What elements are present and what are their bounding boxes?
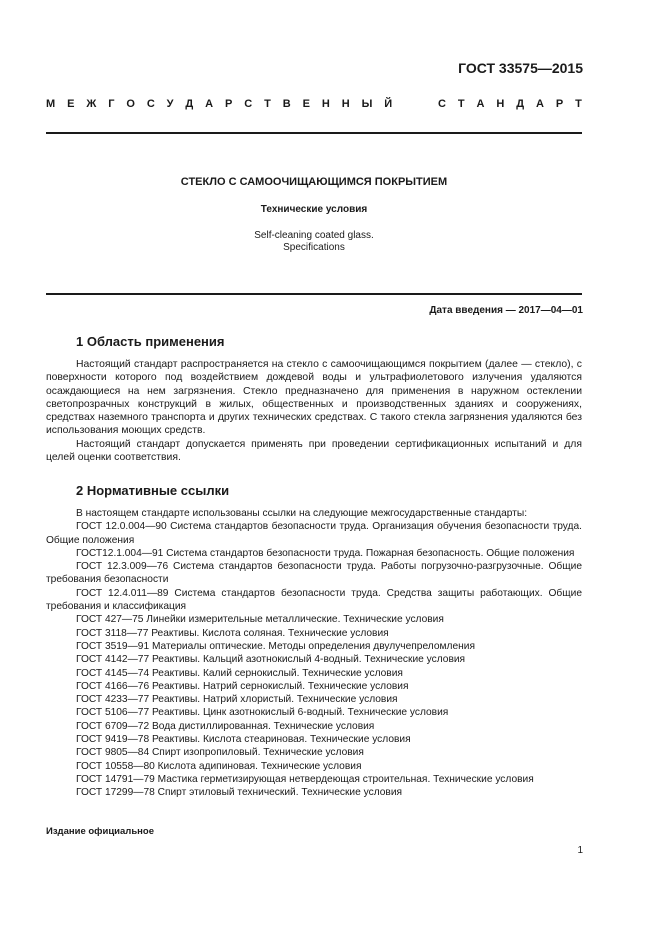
official-edition-label: Издание официальное	[46, 826, 154, 837]
reference-item: ГОСТ 9805—84 Спирт изопропиловый. Технические условия	[76, 747, 364, 759]
banner-letter: У	[166, 98, 174, 110]
section-1-paragraph-2: Настоящий стандарт допускается применять при проведении сертификационных испытаний и для целей оценки соответствия.	[46, 438, 582, 464]
reference-item: ГОСТ 10558—80 Кислота адипиновая. Технические условия	[76, 760, 362, 772]
normative-references-list	[46, 507, 582, 800]
reference-item: ГОСТ 4233—77 Реактивы. Натрий хлористый. Технические условия	[76, 694, 398, 706]
reference-item: ГОСТ 12.0.004—90 Система стандартов безопасности труда. Организация обучения безопасности труда. Общие положения	[46, 521, 582, 546]
banner-letter: Р	[225, 98, 233, 110]
reference-item: ГОСТ 427—75 Линейки измерительные металлические. Технические условия	[76, 614, 444, 626]
banner-word-gap	[404, 98, 426, 110]
banner-letter: Д	[516, 98, 525, 110]
banner-letter: Г	[108, 98, 115, 110]
document-subtitle: Технические условия	[260, 204, 368, 215]
section-1-body	[46, 358, 582, 464]
banner-letter: О	[126, 98, 135, 110]
reference-item: ГОСТ 3118—77 Реактивы. Кислота соляная. Технические условия	[76, 627, 389, 639]
banner-letter: С	[146, 98, 155, 110]
banner-letter: Ж	[86, 98, 97, 110]
english-title	[46, 230, 582, 254]
reference-item: ГОСТ 3519—91 Материалы оптические. Методы определения двулучепреломления	[76, 640, 475, 652]
banner-letter: Т	[457, 98, 465, 110]
banner-letter: Д	[185, 98, 194, 110]
banner-letter: Ы	[361, 98, 373, 110]
section-1-heading: 1 Область применения	[76, 334, 225, 349]
banner-letter: Е	[67, 98, 75, 110]
reference-item: ГОСТ 12.4.011—89 Система стандартов безопасности труда. Средства защиты работающих. Общие требования и классификация	[46, 587, 582, 613]
banner-letter: Т	[264, 98, 271, 110]
banner-letter: Н	[496, 98, 505, 110]
banner-letter: Й	[384, 98, 393, 110]
document-title: СТЕКЛО С САМООЧИЩАЮЩИМСЯ ПОКРЫТИЕМ	[180, 176, 448, 188]
banner-letter: Н	[341, 98, 350, 110]
introduction-date: Дата введения — 2017—04—01	[429, 305, 583, 316]
english-title-line2: Specifications	[283, 242, 345, 253]
header-divider	[46, 132, 582, 134]
banner-letter: Р	[555, 98, 564, 110]
reference-item: ГОСТ 4142—77 Реактивы. Кальций азотнокислый 4-водный. Технические условия	[76, 654, 466, 666]
reference-item: ГОСТ12.1.004—91 Система стандартов безопасности труда. Пожарная безопасность. Общие положения	[76, 547, 575, 559]
section-2-heading: 2 Нормативные ссылки	[76, 483, 230, 498]
reference-item: ГОСТ 17299—78 Спирт этиловый технический. Технические условия	[76, 787, 403, 799]
reference-item: ГОСТ 9419—78 Реактивы. Кислота стеариновая. Технические условия	[76, 734, 411, 746]
section-1-paragraph-1: Настоящий стандарт распространяется на стекло с самоочищающимся покрытием (далее — стекло), с поверхности которого под воздействием дождевой воды и ультрафиолетового излучения удаляются осаждающиеся на нем загрязнения. Стекло предназначено для применения в наружном остеклении светопрозрачных конструкций в жилых, общественных и производственных зданиях и сооружениях, средствах наземного транспорта и других технических средствах. С такого стекла загрязнения удаляются без использования моющих средств.	[46, 359, 582, 437]
banner-letter: В	[282, 98, 291, 110]
banner-letter: Т	[575, 98, 582, 110]
reference-item: ГОСТ 14791—79 Мастика герметизирующая нетвердеющая строительная. Технические условия	[76, 773, 534, 785]
banner-letter: Н	[321, 98, 330, 110]
reference-item: ГОСТ 12.3.009—76 Система стандартов безопасности труда. Работы погрузочно-разгрузочные. Общие требования безопасности	[46, 561, 582, 586]
reference-item: ГОСТ 4166—76 Реактивы. Натрий сернокислый. Технические условия	[76, 680, 409, 692]
reference-item: ГОСТ 4145—74 Реактивы. Калий сернокислый. Технические условия	[76, 667, 403, 679]
page-number: 1	[577, 845, 583, 856]
banner-letter: С	[244, 98, 253, 110]
references-intro: В настоящем стандарте использованы ссылки на следующие межгосударственные стандарты:	[76, 508, 528, 519]
english-title-line1: Self-cleaning coated glass.	[254, 230, 374, 241]
banner-letter: М	[46, 98, 56, 110]
interstate-standard-banner	[46, 98, 582, 110]
banner-letter: А	[205, 98, 214, 110]
banner-letter: А	[476, 98, 485, 110]
banner-letter: А	[535, 98, 544, 110]
reference-item: ГОСТ 5106—77 Реактивы. Цинк азотнокислый 6-водный. Технические условия	[76, 707, 449, 719]
title-divider	[46, 293, 582, 295]
reference-item: ГОСТ 6709—72 Вода дистиллированная. Технические условия	[76, 720, 375, 732]
banner-letter: С	[438, 98, 446, 110]
gost-number: ГОСТ 33575—2015	[458, 60, 583, 76]
banner-letter: Е	[302, 98, 310, 110]
